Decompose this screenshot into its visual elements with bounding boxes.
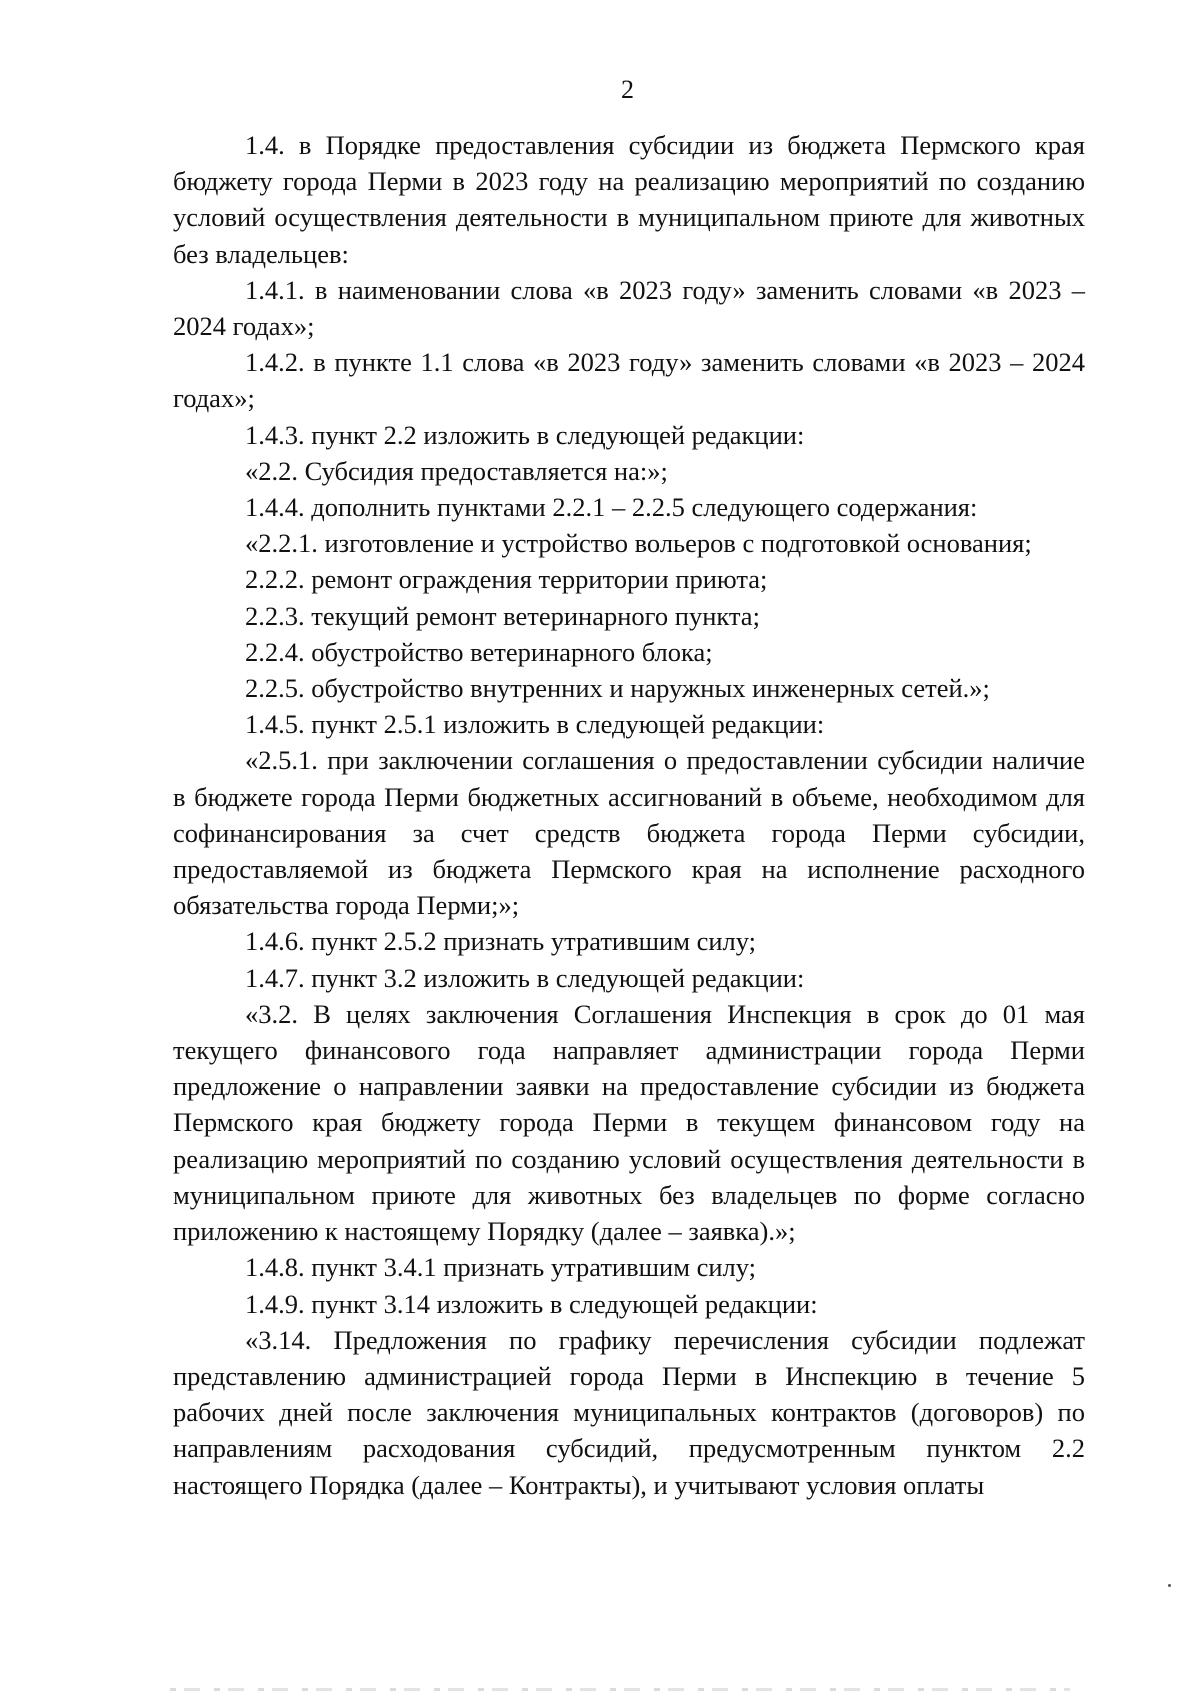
paragraph-3-2: «3.2. В целях заключения Соглашения Инспекция в срок до 01 мая текущего финансового года направляет администрации города Перми предложение о направлении заявки на предоставление субсидии из бюджета Пермского края бюджету города Перми в текущем финансовом году на реализацию мероприятий по созданию условий осуществления деятельности в муниципальном приюте для животных без владельцев по форме согласно приложению к настоящему Порядку (далее – заявка).»; bbox=[173, 998, 1085, 1247]
paragraph-1-4-1: 1.4.1. в наименовании слова «в 2023 году» заменить словами «в 2023 – 2024 годах»; bbox=[173, 274, 1085, 342]
paragraph-1-4-9: 1.4.9. пункт 3.14 изложить в следующей редакции: bbox=[245, 1288, 818, 1319]
paragraph-2-2-2: 2.2.2. ремонт ограждения территории приюта; bbox=[245, 564, 768, 595]
page-number: 2 bbox=[621, 75, 634, 104]
paragraph-1-4-6: 1.4.6. пункт 2.5.2 признать утратившим силу; bbox=[245, 926, 757, 957]
paragraph-1-4-4: 1.4.4. дополнить пунктами 2.2.1 – 2.2.5 следующего содержания: bbox=[245, 492, 978, 523]
paragraph-1-4-7: 1.4.7. пункт 3.2 изложить в следующей редакции: bbox=[245, 962, 805, 993]
document-body bbox=[173, 127, 1085, 1503]
scan-speck bbox=[1168, 1584, 1171, 1587]
paragraph-1-4-8: 1.4.8. пункт 3.4.1 признать утратившим силу; bbox=[245, 1252, 757, 1283]
paragraph-2-2-1: «2.2.1. изготовление и устройство вольеров с подготовкой основания; bbox=[245, 528, 1032, 559]
paragraph-3-14: «3.14. Предложения по графику перечисления субсидии подлежат представлению администрацией города Перми в Инспекцию в течение 5 рабочих дней после заключения муниципальных контрактов (договоров) по направлениям расходования субсидий, предусмотренным пунктом 2.2 настоящего Порядка (далее – Контракты), и учитывают условия оплаты bbox=[173, 1324, 1085, 1500]
paragraph-2-2-5: 2.2.5. обустройство внутренних и наружных инженерных сетей.»; bbox=[245, 673, 990, 704]
paragraph-1-4-3: 1.4.3. пункт 2.2 изложить в следующей редакции: bbox=[245, 419, 805, 450]
scan-edge-noise bbox=[170, 1688, 1070, 1691]
paragraph-1-4: 1.4. в Порядке предоставления субсидии из бюджета Пермского края бюджету города Перми в 2023 году на реализацию мероприятий по созданию условий осуществления деятельности в муниципальном приюте для животных без владельцев: bbox=[173, 130, 1085, 269]
paragraph-1-4-2: 1.4.2. в пункте 1.1 слова «в 2023 году» заменить словами «в 2023 – 2024 годах»; bbox=[173, 347, 1085, 414]
paragraph-1-4-5: 1.4.5. пункт 2.5.1 изложить в следующей редакции: bbox=[245, 709, 825, 740]
paragraph-2-2: «2.2. Субсидия предоставляется на:»; bbox=[245, 455, 668, 486]
paragraph-2-5-1: «2.5.1. при заключении соглашения о предоставлении субсидии наличие в бюджете города Перми бюджетных ассигнований в объеме, необходимом для софинансирования за счет средств бюджета города Перми субсидии, предоставляемой из бюджета Пермского края на исполнение расходного обязательства города Перми;»; bbox=[173, 745, 1085, 921]
paragraph-2-2-4: 2.2.4. обустройство ветеринарного блока; bbox=[245, 636, 713, 667]
paragraph-2-2-3: 2.2.3. текущий ремонт ветеринарного пункта; bbox=[245, 600, 760, 631]
